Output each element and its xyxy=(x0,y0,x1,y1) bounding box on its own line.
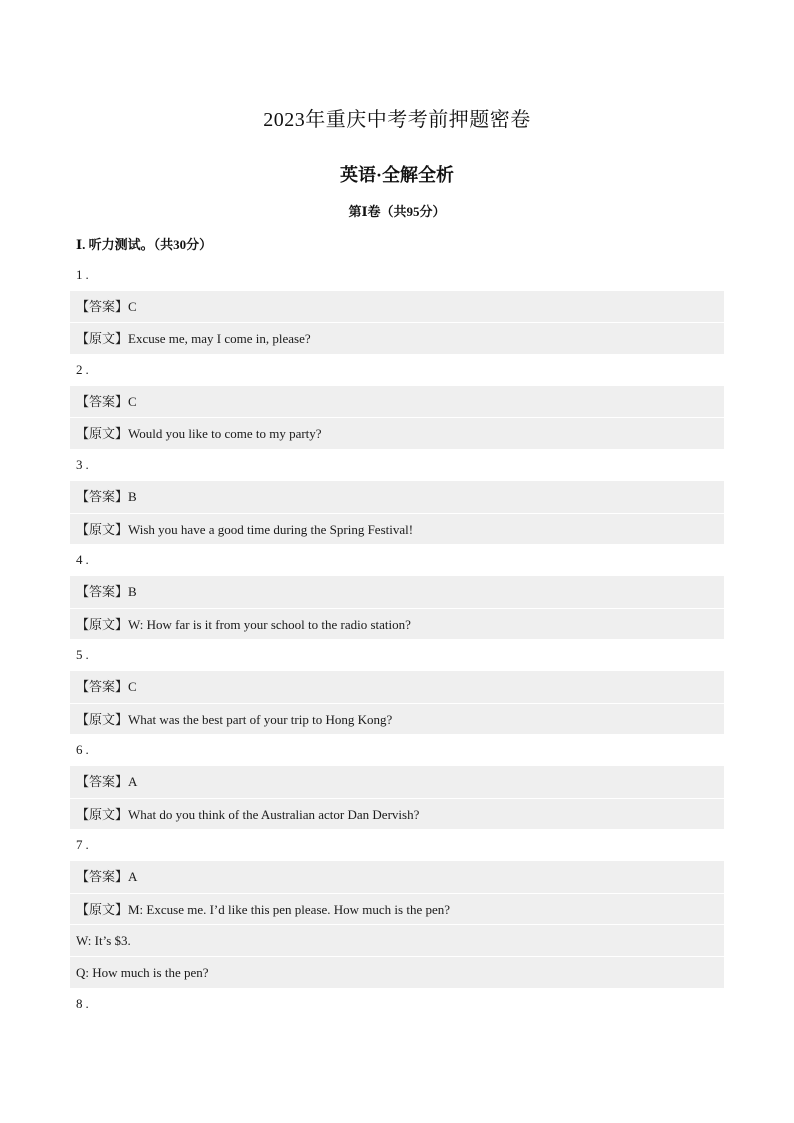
transcript-line: Q: How much is the pen? xyxy=(70,956,724,988)
volume-heading: 第Ⅰ卷（共95分） xyxy=(348,204,446,219)
answer-line: 【答案】C xyxy=(70,386,724,418)
transcript-line: 【原文】W: How far is it from your school to the radio station? xyxy=(70,608,724,640)
answer-line: 【答案】A xyxy=(70,766,724,798)
question-number: 5. xyxy=(76,647,92,663)
transcript-line: 【原文】What do you think of the Australian actor Dan Dervish? xyxy=(70,798,724,830)
document-title: 2023年重庆中考考前押题密卷 xyxy=(263,109,531,131)
question-number: 1. xyxy=(76,267,92,282)
document-subtitle: 英语·全解全析 xyxy=(339,165,454,185)
transcript-line: 【原文】Would you like to come to my party? xyxy=(70,417,724,449)
answer-line: 【答案】B xyxy=(70,481,724,513)
transcript-line: 【原文】M: Excuse me. I’d like this pen please. How much is the pen? xyxy=(70,893,724,925)
answer-line: 【答案】A xyxy=(70,861,724,893)
answer-line: 【答案】B xyxy=(70,576,724,608)
section-heading: Ⅰ. 听力测试。（共30分） xyxy=(76,237,213,252)
transcript-line: 【原文】Wish you have a good time during the Spring Festival! xyxy=(70,513,724,545)
transcript-line: W: It’s $3. xyxy=(70,924,724,956)
question-number: 8. xyxy=(76,995,92,1011)
transcript-line: 【原文】Excuse me, may I come in, please? xyxy=(70,322,724,354)
question-number: 3. xyxy=(76,457,92,473)
transcript-line: 【原文】What was the best part of your trip to Hong Kong? xyxy=(70,703,724,735)
question-number: 7. xyxy=(76,837,92,853)
answer-line: 【答案】C xyxy=(70,291,724,323)
question-number: 4. xyxy=(76,552,92,568)
question-number: 2. xyxy=(76,362,92,378)
answer-line: 【答案】C xyxy=(70,671,724,703)
answer-list xyxy=(70,259,724,1020)
question-number: 6. xyxy=(76,742,92,758)
